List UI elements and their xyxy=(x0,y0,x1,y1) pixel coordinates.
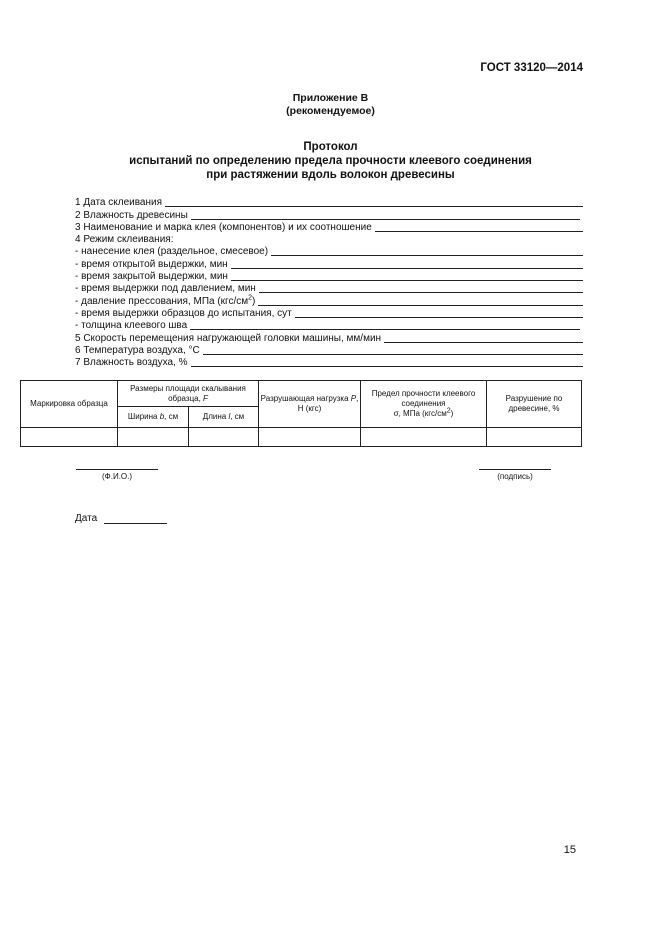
field-wood-moisture[interactable] xyxy=(75,208,583,220)
field-air-humidity[interactable] xyxy=(75,356,583,368)
results-table xyxy=(20,380,582,447)
document-code: ГОСТ 33120—2014 xyxy=(480,62,583,74)
superscript: 2 xyxy=(446,407,451,415)
field-label: - время открытой выдержки, мин xyxy=(75,258,228,270)
field-pressing-pressure[interactable] xyxy=(75,294,583,306)
field-label: - время закрытой выдержки, мин xyxy=(75,271,228,283)
subheader-length-text: Длина xyxy=(202,412,229,421)
cell-marking[interactable] xyxy=(21,428,118,447)
signature-caption: (подпись) xyxy=(497,472,533,481)
field-label: 6 Температура воздуха, °С xyxy=(75,344,200,356)
field-label: - время выдержки образцов до испытания, сут xyxy=(75,307,292,319)
signature-line[interactable] xyxy=(479,469,551,470)
field-gluing-date[interactable] xyxy=(75,196,583,208)
field-label-text: - давление прессования, МПа (кгс/см xyxy=(75,295,249,307)
fill-line xyxy=(259,292,583,293)
fill-line xyxy=(384,342,583,343)
fill-line xyxy=(191,219,580,220)
field-glue-name[interactable] xyxy=(75,221,583,233)
field-label: - время выдержки под давлением, мин xyxy=(75,283,256,295)
subheader-width-units: , см xyxy=(164,412,179,421)
field-gluing-mode-heading xyxy=(75,233,583,245)
field-label: 3 Наименование и марка клея (компонентов) и их соотношение xyxy=(75,221,372,233)
table-row xyxy=(21,428,582,447)
fill-line xyxy=(190,329,580,330)
field-label: - нанесение клея (раздельное, смесевое) xyxy=(75,246,269,258)
cell-width[interactable] xyxy=(118,428,189,447)
field-label: - толщина клеевого шва xyxy=(75,320,188,332)
field-closed-time[interactable] xyxy=(75,270,583,282)
header-area-var: F xyxy=(203,393,208,403)
fill-line xyxy=(203,354,583,355)
fill-line xyxy=(231,280,583,281)
fill-line xyxy=(271,255,583,256)
protocol-subtitle-line2: при растяжении вдоль волокон древесины xyxy=(206,169,455,181)
page-number: 15 xyxy=(563,844,576,856)
cell-strength[interactable] xyxy=(361,428,487,447)
field-conditioning-time[interactable] xyxy=(75,307,583,319)
field-label: 4 Режим склеивания: xyxy=(75,234,174,246)
subheader-length-units: , см xyxy=(230,412,245,421)
protocol-title: Протокол xyxy=(303,141,358,153)
fio-signature-line[interactable] xyxy=(76,469,158,470)
fill-line xyxy=(295,317,583,318)
date-line[interactable] xyxy=(104,523,167,524)
fill-line xyxy=(165,206,583,207)
protocol-subtitle-line1: испытаний по определению предела прочности клеевого соединения xyxy=(129,155,532,167)
subheader-width-text: Ширина xyxy=(127,412,160,421)
field-pressure-time[interactable] xyxy=(75,282,583,294)
protocol-fields xyxy=(75,196,583,368)
field-label: 1 Дата склеивания xyxy=(75,197,163,209)
header-load xyxy=(259,381,361,428)
field-label: 7 Влажность воздуха, % xyxy=(75,357,188,369)
header-marking: Маркировка образца xyxy=(21,381,118,428)
field-air-temperature[interactable] xyxy=(75,344,583,356)
closing-paren: ) xyxy=(450,409,454,418)
fio-caption: (Ф.И.О.) xyxy=(101,472,133,481)
annex-subtitle: (рекомендуемое) xyxy=(286,105,375,117)
field-head-speed[interactable] xyxy=(75,331,583,343)
header-load-units: , Н (кгс) xyxy=(297,394,359,413)
header-strength-units: σ, МПа (кгс/см xyxy=(393,409,447,418)
field-label xyxy=(75,296,255,307)
subheader-length-var: l xyxy=(228,412,231,421)
field-label: 5 Скорость перемещения нагружающей головки машины, мм/мин xyxy=(75,332,382,344)
superscript: 2 xyxy=(248,294,253,302)
header-area-text: Размеры площади скалывания образца, xyxy=(130,383,246,403)
cell-length[interactable] xyxy=(189,428,259,447)
header-load-text: Разрушающая нагрузка xyxy=(260,394,351,403)
header-strength xyxy=(361,381,487,428)
header-area xyxy=(118,381,259,407)
fill-line xyxy=(231,268,583,269)
header-load-var: P xyxy=(350,394,357,403)
annex-title: Приложение В xyxy=(292,92,369,104)
cell-failure[interactable] xyxy=(487,428,582,447)
closing-paren: ) xyxy=(252,295,256,307)
subheader-length xyxy=(189,407,259,428)
field-open-time[interactable] xyxy=(75,257,583,269)
header-strength-text: Предел прочности клеевого соединения xyxy=(371,389,476,408)
date-label: Дата xyxy=(75,513,98,524)
fill-line xyxy=(191,366,584,367)
fill-line xyxy=(375,231,583,232)
cell-load[interactable] xyxy=(259,428,361,447)
header-failure: Разрушение по древесине, % xyxy=(487,381,582,428)
field-glue-application[interactable] xyxy=(75,245,583,257)
fill-line xyxy=(258,305,583,306)
subheader-width xyxy=(118,407,189,428)
field-label: 2 Влажность древесины xyxy=(75,209,188,221)
subheader-width-var: b xyxy=(159,412,165,421)
field-glue-line-thickness[interactable] xyxy=(75,319,583,331)
